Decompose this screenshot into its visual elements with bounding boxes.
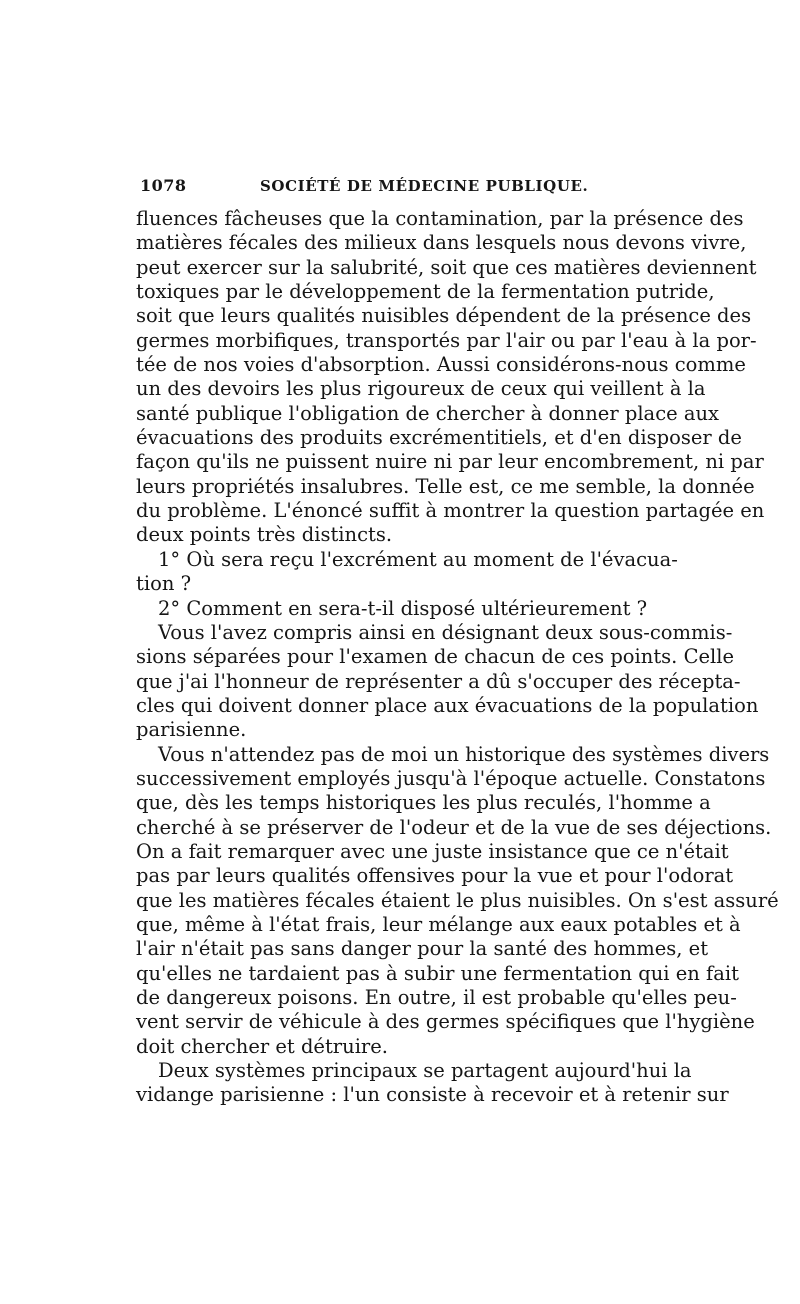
text-line: matières fécales des milieux dans lesquels nous devons vivre, — [136, 231, 747, 255]
text-line: tée de nos voies d'absorption. Aussi considérons-nous comme — [136, 353, 746, 377]
text-line: que j'ai l'honneur de représenter a dû s'occuper des récepta- — [136, 669, 741, 693]
text-line: On a fait remarquer avec une juste insistance que ce n'était — [136, 839, 729, 863]
text-line: toxiques par le développement de la fermentation putride, — [136, 280, 715, 304]
text-line: l'air n'était pas sans danger pour la santé des hommes, et — [136, 937, 709, 961]
text-line: évacuations des produits excrémentitiels, et d'en disposer de — [136, 426, 742, 450]
text-line: Vous l'avez compris ainsi en désignant deux sous-commis- — [158, 620, 733, 644]
text-line: vidange parisienne : l'un consiste à recevoir et à retenir sur — [136, 1083, 729, 1107]
text-line: peut exercer sur la salubrité, soit que ces matières deviennent — [136, 255, 757, 279]
text-line: façon qu'ils ne puissent nuire ni par leur encombrement, ni par — [136, 450, 764, 474]
page-number: 1078 — [140, 176, 187, 195]
text-line: un des devoirs les plus rigoureux de ceux qui veillent à la — [136, 377, 706, 401]
text-line: santé publique l'obligation de chercher à donner place aux — [136, 401, 720, 425]
text-line: vent servir de véhicule à des germes spécifiques que l'hygiène — [136, 1010, 755, 1034]
text-line: successivement employés jusqu'à l'époque actuelle. Constatons — [136, 766, 766, 790]
text-line: 1° Où sera reçu l'excrément au moment de l'évacua- — [158, 547, 678, 571]
text-line: Vous n'attendez pas de moi un historique des systèmes divers — [158, 742, 770, 766]
text-line: cherché à se préserver de l'odeur et de la vue de ses déjections. — [136, 815, 772, 839]
text-line: germes morbifiques, transportés par l'air ou par l'eau à la por- — [136, 328, 757, 352]
text-line: leurs propriétés insalubres. Telle est, ce me semble, la donnée — [136, 474, 755, 498]
running-title: SOCIÉTÉ DE MÉDECINE PUBLIQUE. — [260, 177, 589, 195]
text-line: Deux systèmes principaux se partagent aujourd'hui la — [158, 1059, 692, 1083]
text-line: cles qui doivent donner place aux évacuations de la population — [136, 693, 759, 717]
text-line: doit chercher et détruire. — [136, 1034, 388, 1058]
text-line: du problème. L'énoncé suffit à montrer la question partagée en — [136, 499, 765, 523]
text-line: parisienne. — [136, 718, 247, 742]
text-line: que, même à l'état frais, leur mélange aux eaux potables et à — [136, 912, 741, 936]
text-line: sions séparées pour l'examen de chacun de ces points. Celle — [136, 645, 735, 669]
text-line: que les matières fécales étaient le plus nuisibles. On s'est assuré — [136, 888, 779, 912]
text-line: tion ? — [136, 572, 192, 596]
text-line: fluences fâcheuses que la contamination, par la présence des — [136, 207, 744, 230]
text-line: soit que leurs qualités nuisibles dépendent de la présence des — [136, 304, 752, 328]
text-line: pas par leurs qualités offensives pour la vue et pour l'odorat — [136, 864, 734, 888]
text-line: deux points très distincts. — [136, 523, 393, 547]
text-line: qu'elles ne tardaient pas à subir une fermentation qui en fait — [136, 961, 739, 985]
text-line: 2° Comment en sera-t-il disposé ultérieurement ? — [158, 596, 648, 620]
running-head — [140, 176, 668, 200]
text-line: que, dès les temps historiques les plus reculés, l'homme a — [136, 791, 711, 815]
text-line: de dangereux poisons. En outre, il est probable qu'elles peu- — [136, 986, 737, 1009]
body-text — [136, 207, 779, 1108]
